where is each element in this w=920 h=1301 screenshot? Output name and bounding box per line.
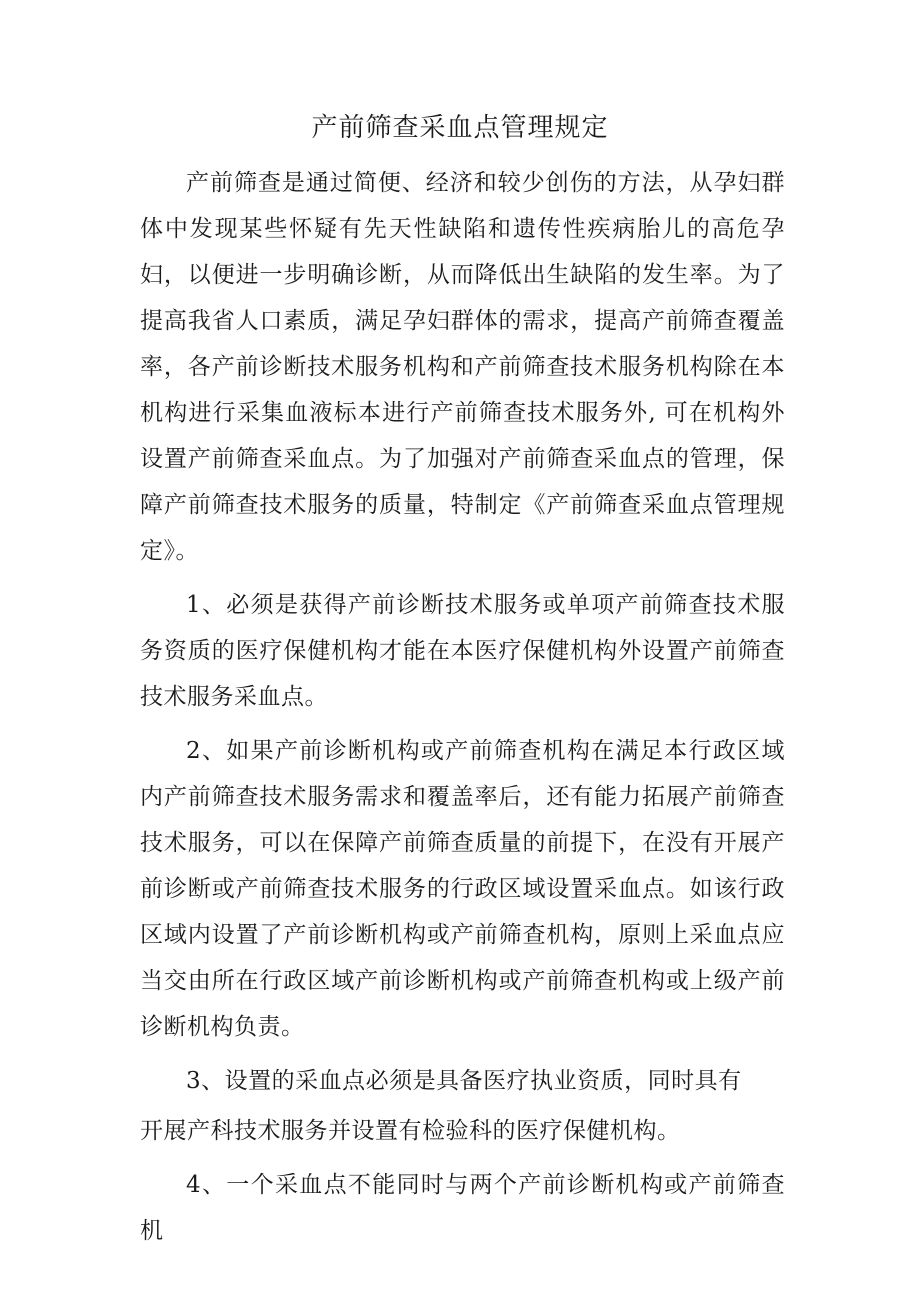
paragraph-item-3: 3、设置的采血点必须是具备医疗执业资质，同时具有	[186, 1068, 742, 1094]
paragraph-item-2: 2、如果产前诊断机构或产前筛查机构在满足本行政区域内产前筛查技术服务需求和覆盖率后，还有能力拓展产前筛查技术服务，可以在保障产前筛查质量的前提下，在没有开展产前诊断或产前筛查技术服务的行政区域设置采血点。如该行政区域内设置了产前诊断机构或产前筛查机构，原则上采血点应当交由所在行政区域产前诊断机构或产前筛查机构或上级产前诊断机构负责。	[140, 738, 785, 1040]
paragraph-intro: 产前筛查是通过简便、经济和较少创伤的方法，从孕妇群体中发现某些怀疑有先天性缺陷和遗传性疾病胎儿的高危孕妇，以便进一步明确诊断，从而降低出生缺陷的发生率。为了提高我省人口素质，满足孕妇群体的需求，提高产前筛查覆盖率，各产前诊断技术服务机构和产前筛查技术服务机构除在本机构进行采集血液标本进行产前筛查技术服务外, 可在机构外设置产前筛查采血点。为了加强对产前筛查采血点的管理，保障产前筛查技术服务的质量，特制定《产前筛查采血点管理规定》。	[140, 170, 785, 564]
document-body	[140, 160, 785, 1254]
paragraph-item-4: 4、一个采血点不能同时与两个产前诊断机构或产前筛查机	[140, 1172, 785, 1244]
paragraph-item-1: 1、必须是获得产前诊断技术服务或单项产前筛查技术服务资质的医疗保健机构才能在本医疗保健机构外设置产前筛查技术服务采血点。	[140, 592, 785, 710]
document-title: 产前筛查采血点管理规定	[311, 113, 609, 143]
paragraph-item-3-continued: 开展产科技术服务并设置有检验科的医疗保健机构。	[140, 1118, 681, 1144]
